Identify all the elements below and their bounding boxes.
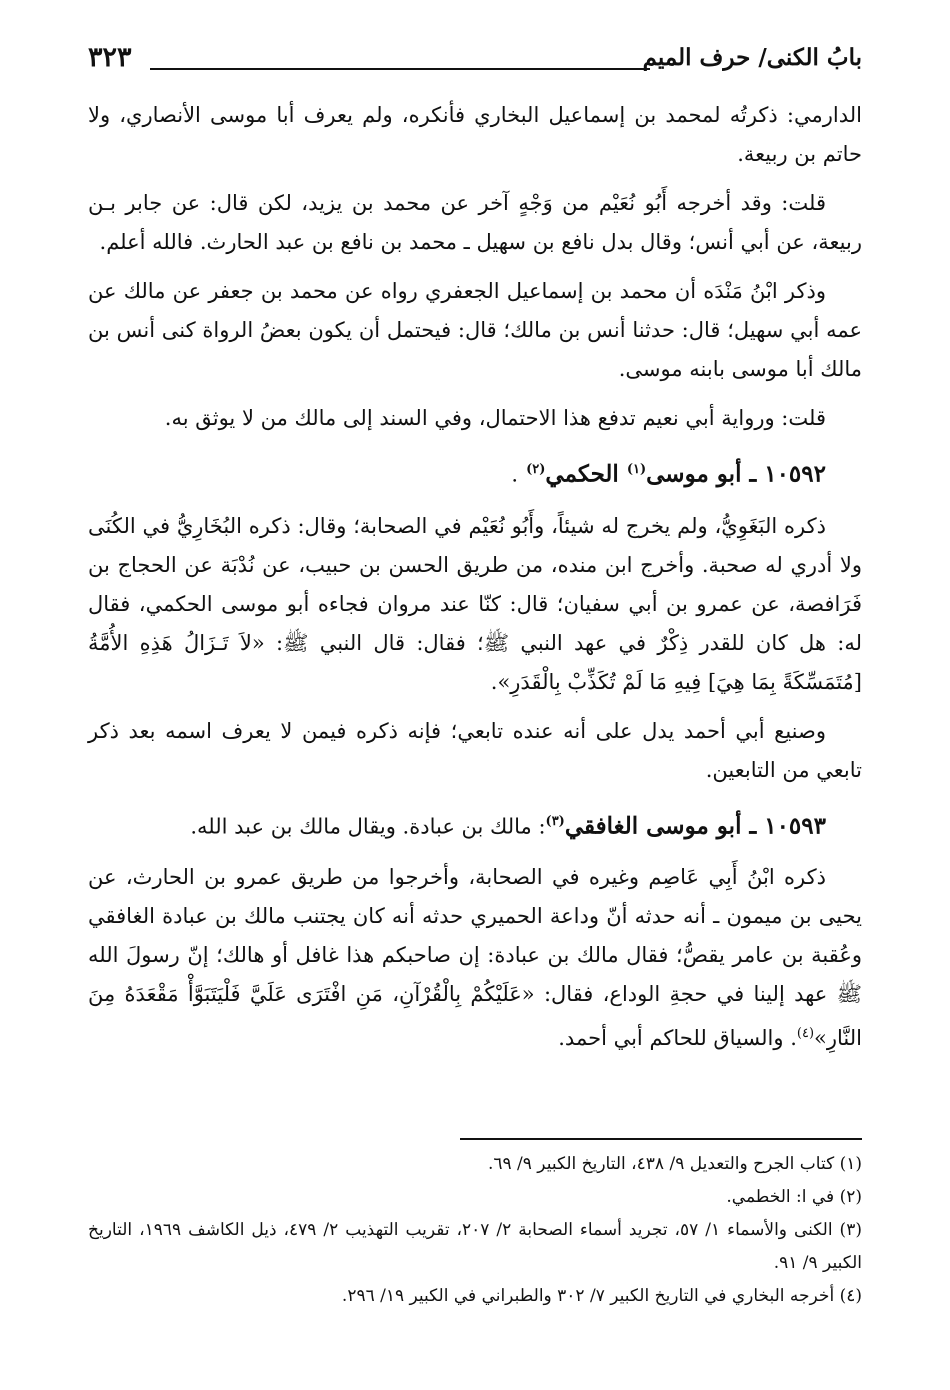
footnote-ref-3: (٣) xyxy=(545,813,565,829)
page-header xyxy=(88,38,862,86)
paragraph-2: قلت: وقد أخرجه أَبُو نُعَيْم من وَجْهٍ آخر عن محمد بن يزيد، لكن قال: عن جابر بـن ربيعة، عن أبي أنس؛ وقال بدل نافع بن سهيل ـ محمد بن نافع بن عبد الحارث. فالله أعلم. xyxy=(88,191,862,254)
footnote-ref-2: (٢) xyxy=(526,462,546,477)
footnote-ref-4: (٤) xyxy=(796,1026,815,1042)
footnote-ref-1: (١) xyxy=(626,462,647,477)
running-title: بابُ الكنى/ حرف الميم xyxy=(642,44,862,71)
entry-nisba-10592: الحكمي xyxy=(545,460,619,488)
entry-title-10592: ١٠٥٩٢ ـ أبو موسى xyxy=(646,460,826,488)
page-number: ٣٢٣ xyxy=(88,42,132,73)
paragraph-4: قلت: ورواية أبي نعيم تدفع هذا الاحتمال، وفي السند إلى مالك من لا يوثق به. xyxy=(164,406,826,430)
entry-10593-text: ذكره ابْنُ أَبِي عَاصِم وغيره في الصحابة، وأخرجوا من طريق عمرو بن الحارث، عن يحيى بن ميمون ـ أنه حدثه أنّ وداعة الحميري حدثه أنه كان يجتنب مالك بن عبادة الغافقي وعُقبة بن عامر يقصُّ؛ فقال مالك بن عبادة: إن صاحبكم هذا غافل أو هالك؛ إنّ رسولَ الله ﷺ عهد إلينا في حجةِ الوداع، فقال: «عَلَيْكُمْ بِالْقُرْآنِ، مَنِ افْتَرَى عَلَيَّ فَلْيَتَبَوَّأْ مَقْعَدَهُ مِنَ النَّارِ» xyxy=(88,865,862,1051)
entry-10592-paragraph-2: وصنيع أبي أحمد يدل على أنه عنده تابعي؛ فإنه ذكره فيمن لا يعرف اسمه بعد ذكر تابعي من التابعين. xyxy=(88,718,862,782)
entry-title-10593: ١٠٥٩٣ ـ أبو موسى الغافقي xyxy=(564,812,826,840)
footnote-2: (٢) في ا: الخطمي. xyxy=(726,1187,862,1207)
paragraph-1: الدارمي: ذكرتُه لمحمد بن إسماعيل البخاري فأنكره، ولم يعرف أبا موسى الأنصاري، ولا حاتم بن ربيعة. xyxy=(88,103,862,166)
paragraph-3: وذكر ابْنُ مَنْدَه أن محمد بن إسماعيل الجعفري رواه عن محمد بن جعفر عن مالك عن عمه أبي سهيل؛ قال: حدثنا أنس بن مالك؛ قال: فيحتمل أن يكون بعضُ الرواة كنى أنس بن مالك أبا موسى بابنه موسى. xyxy=(88,279,862,381)
entry-heading-10592 xyxy=(88,448,862,497)
entry-10592-paragraph-1: ذكره البَغَوِيُّ، ولم يخرج له شيئاً، وأَبُو نُعَيْم في الصحابة؛ وقال: ذكره البُخَارِيُّ في الكُنَى ولا أدري له صحبة. وأخرج ابن منده، من طريق الحسن بن حبيب، عن نُدْبَة عن الحجاج بن فَرَافصة، عن عمرو بن أبي سفيان؛ قال: كنّا عند مروان فجاءه أبو موسى الحكمي، فقال له: هل كان للقدر ذِكْرٌ في عهد النبي ﷺ؛ فقال: قال النبي ﷺ: «لاَ تَـزَالُ هَذِهِ الأُمَّةُ [مُتَمَسِّكَةً بِمَا هِيَ] فِيهِ مَا لَمْ تُكَذِّبْ بِالْقَدَرِ». xyxy=(88,513,862,694)
header-rule xyxy=(150,68,650,70)
footnote-4: (٤) أخرجه البخاري في التاريخ الكبير ٧/ ٣٠٢ والطبراني في الكبير ١٩/ ٢٩٦. xyxy=(341,1286,862,1306)
entry-tail-10592: . xyxy=(511,462,519,487)
footnote-separator xyxy=(460,1138,862,1140)
entry-heading-10593 xyxy=(88,800,862,849)
footnote-3: (٣) الكنى والأسماء ١/ ٥٧، تجريد أسماء الصحابة ٢/ ٢٠٧، تقريب التهذيب ٢/ ٤٧٩، ذيل الكاشف ١٩٦٩، التاريخ الكبير ٩/ ٩١. xyxy=(88,1220,862,1273)
entry-10593-paragraph-1 xyxy=(88,858,862,1058)
footnotes xyxy=(88,1148,862,1313)
entry-10593-tail: . والسياق للحاكم أبي أحمد. xyxy=(558,1026,797,1051)
entry-rest-10593: : مالك بن عبادة. ويقال مالك بن عبد الله. xyxy=(190,814,546,839)
main-text xyxy=(88,96,862,1068)
footnote-1: (١) كتاب الجرح والتعديل ٩/ ٤٣٨، التاريخ الكبير ٩/ ٦٩. xyxy=(487,1154,862,1174)
